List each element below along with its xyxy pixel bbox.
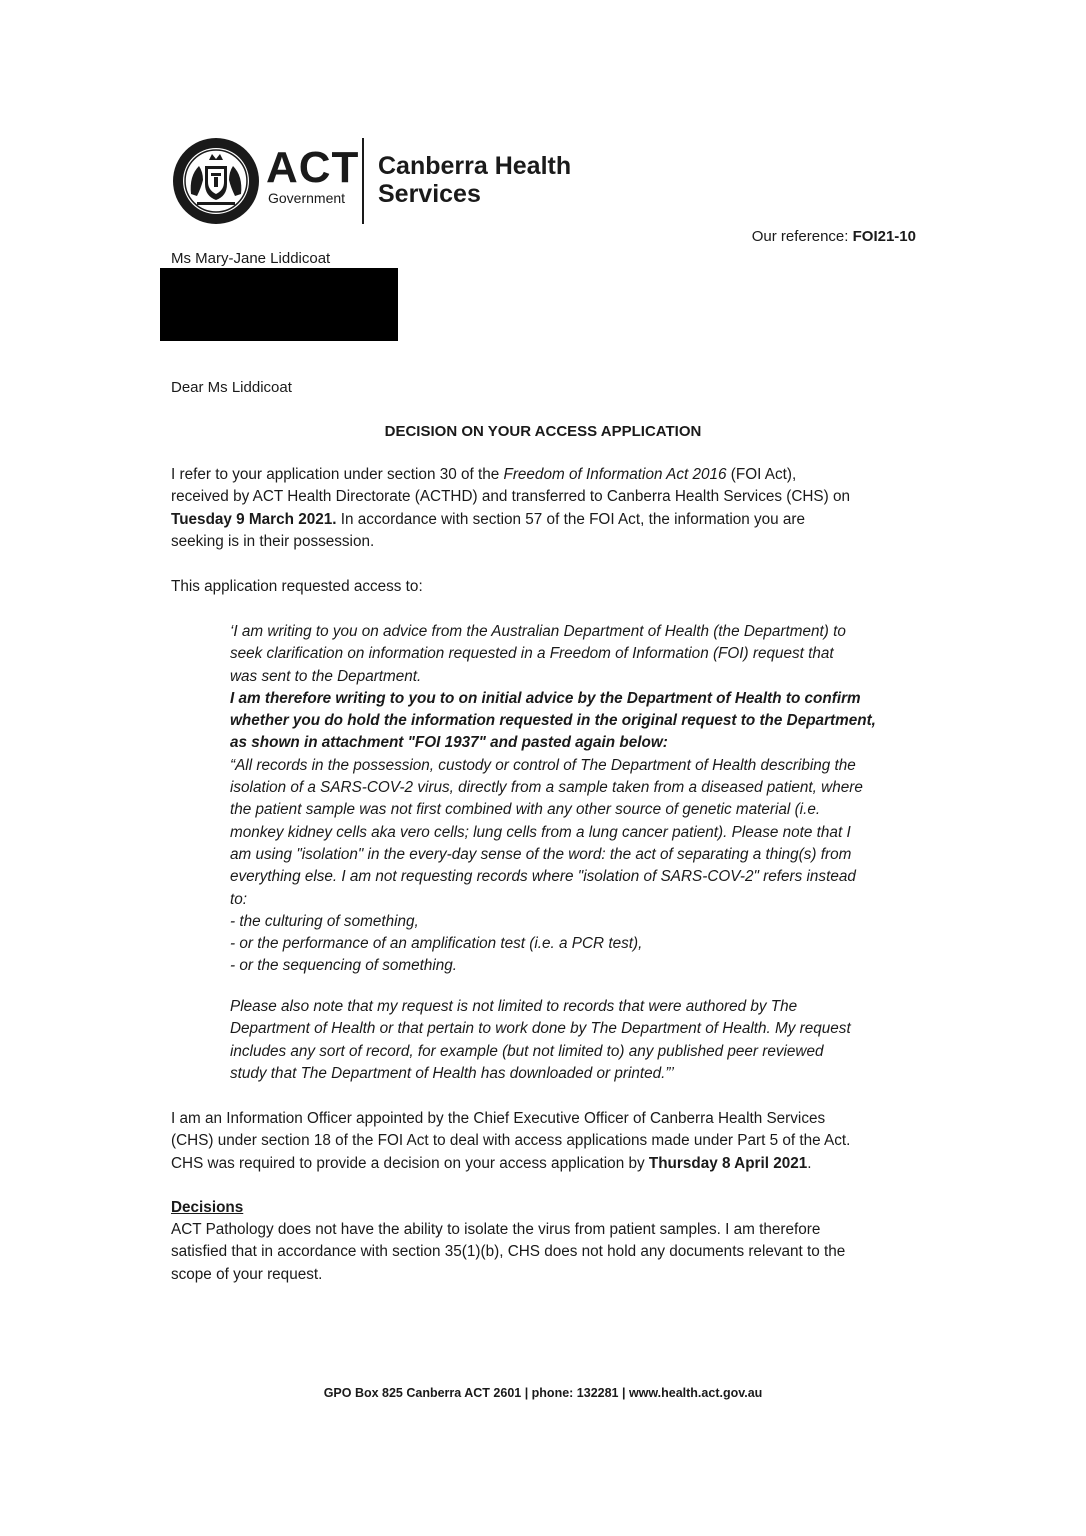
- decisions-heading: Decisions: [171, 1199, 244, 1216]
- text-run: CHS was required to provide a decision on your access application by: [171, 1154, 649, 1172]
- text-run: .: [807, 1154, 812, 1172]
- paragraph-line: [171, 509, 921, 531]
- reference-value: FOI21-10: [852, 228, 916, 245]
- quote-line: ‘I am writing to you on advice from the Australian Department of Health (the Department) to: [230, 623, 846, 640]
- act-title: Freedom of Information Act 2016: [503, 466, 727, 483]
- letter-heading: DECISION ON YOUR ACCESS APPLICATION: [384, 423, 702, 440]
- received-date: Tuesday 9 March 2021.: [171, 510, 337, 528]
- quote-line-bold: as shown in attachment "FOI 1937" and pasted again below:: [230, 734, 668, 752]
- act-government-crest-logo: [171, 136, 261, 226]
- quote-line: was sent to the Department.: [230, 667, 422, 685]
- quote-line-bold: I am therefore writing to you to on initial advice by the Department of Health to confirm: [230, 689, 861, 707]
- quoted-request: [230, 621, 920, 978]
- recipient-name: Ms Mary-Jane Liddicoat: [171, 250, 331, 267]
- decision-due-date: Thursday 8 April 2021: [648, 1154, 808, 1172]
- paragraph-line: ACT Pathology does not have the ability to isolate the virus from patient samples. I am therefore: [171, 1221, 821, 1238]
- paragraph-line: seeking is in their possession.: [171, 532, 375, 550]
- paragraph-line: I am an Information Officer appointed by the Chief Executive Officer of Canberra Health Services: [171, 1110, 826, 1127]
- quote-line: “All records in the possession, custody or control of The Department of Health describing the: [230, 756, 856, 774]
- paragraph-line: received by ACT Health Directorate (ACTHD) and transferred to Canberra Health Services (CHS) on: [171, 488, 850, 506]
- paragraph-line: [171, 464, 921, 486]
- government-wordmark: Government: [268, 190, 346, 206]
- quote-line: - or the performance of an amplification test (i.e. a PCR test),: [230, 935, 643, 953]
- paragraph-decision: [171, 1219, 921, 1286]
- quote-line: - the culturing of something,: [230, 912, 419, 930]
- paragraph-request-intro: This application requested access to:: [171, 578, 423, 595]
- paragraph-line: scope of your request.: [171, 1265, 323, 1283]
- organisation-name-line1: Canberra Health: [378, 152, 572, 180]
- text-run: I refer to your application under section 30 of the: [171, 466, 504, 483]
- quote-line: study that The Department of Health has downloaded or printed.”’: [230, 1064, 674, 1082]
- quote-line: includes any sort of record, for example (but not limited to) any published peer reviewed: [230, 1042, 824, 1060]
- quote-line: Please also note that my request is not limited to records that were authored by The: [230, 998, 798, 1015]
- quoted-request-continued: [230, 996, 920, 1085]
- salutation: Dear Ms Liddicoat: [171, 379, 292, 396]
- quote-line: Department of Health or that pertain to work done by The Department of Health. My request: [230, 1020, 851, 1038]
- quote-line: monkey kidney cells aka vero cells; lung cells from a lung cancer patient). Please note that I: [230, 823, 851, 841]
- our-reference: [752, 228, 916, 246]
- reference-label: Our reference:: [751, 228, 853, 245]
- paragraph-application: [171, 464, 921, 553]
- quote-line: the patient sample was not first combined with any other source of genetic material (i.e.: [230, 801, 821, 819]
- quote-line: seek clarification on information requested in a Freedom of Information (FOI) request that: [230, 645, 834, 663]
- text-run: In accordance with section 57 of the FOI Act, the information you are: [336, 510, 806, 528]
- paragraph-line: (CHS) under section 18 of the FOI Act to deal with access applications made under Part 5 of the Act.: [171, 1132, 851, 1150]
- paragraph-line: [171, 1153, 921, 1175]
- act-wordmark: ACT: [266, 143, 360, 192]
- quote-line: - or the sequencing of something.: [230, 957, 458, 975]
- quote-line: to:: [230, 890, 248, 908]
- letterhead-divider: [362, 138, 364, 224]
- redacted-address-block: [160, 268, 398, 341]
- paragraph-information-officer: [171, 1108, 921, 1175]
- organisation-name-line2: Services: [378, 180, 481, 208]
- footer-contact: GPO Box 825 Canberra ACT 2601 | phone: 132281 | www.health.act.gov.au: [323, 1386, 763, 1400]
- quote-line: isolation of a SARS-COV-2 virus, directly from a sample taken from a diseased patient, where: [230, 779, 863, 797]
- quote-line: am using "isolation" in the every-day sense of the word: the act of separating a thing(s) from: [230, 845, 852, 863]
- text-run: (FOI Act),: [726, 466, 797, 483]
- paragraph-line: satisfied that in accordance with section 35(1)(b), CHS does not hold any documents relevant to the: [171, 1243, 846, 1261]
- quote-line-bold: whether you do hold the information requested in the original request to the Department,: [230, 712, 876, 730]
- quote-line: everything else. I am not requesting records where "isolation of SARS-COV-2" refers instead: [230, 868, 856, 886]
